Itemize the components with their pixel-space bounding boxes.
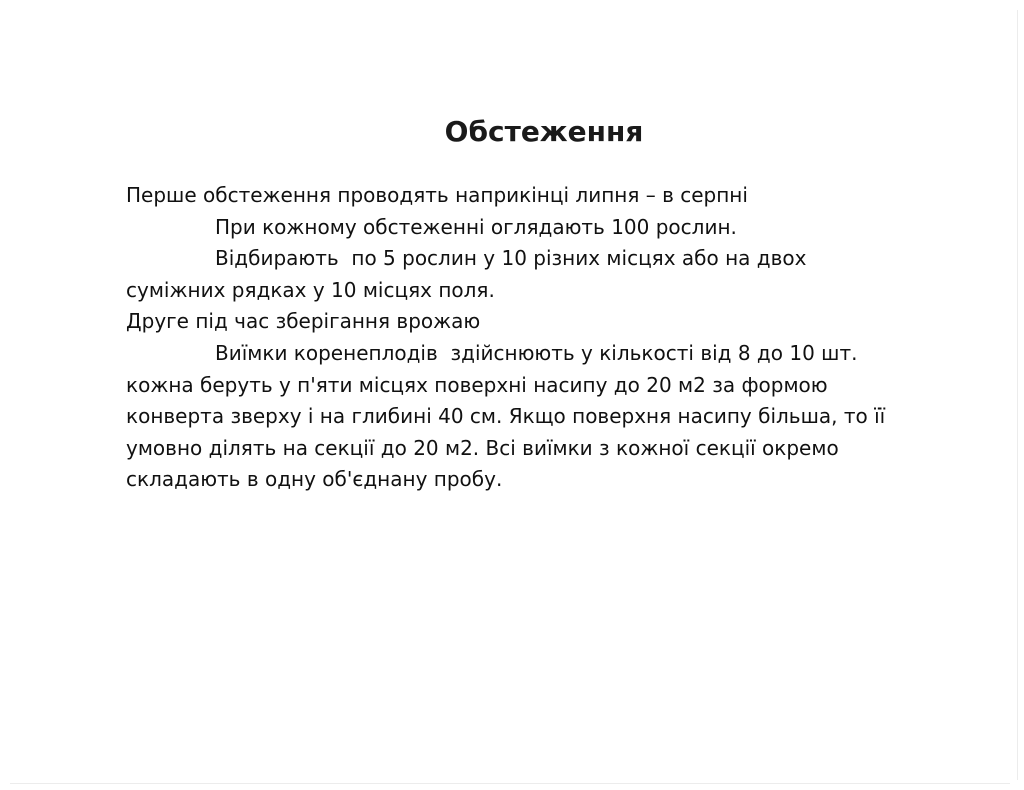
body-line: Перше обстеження проводять наприкінці липня – в серпні [126,183,748,207]
body-line: Друге під час зберігання врожаю [126,309,481,334]
slide-edge-bottom [10,783,1010,784]
slide-title: Обстеження [444,115,644,148]
body-line: суміжних рядках у 10 місцях поля. [126,277,495,302]
slide-body [126,180,926,496]
body-line: умовно ділять на секції до 20 м2. Всі виїмки з кожної секції окремо [126,435,839,460]
body-line: конверта зверху і на глибині 40 см. Якщо поверхня насипу більша, то її [126,404,886,429]
body-line: Виїмки коренеплодів здійснюють у кількості від 8 до 10 шт. [215,340,858,365]
body-line: складають в одну об'єднану пробу. [126,467,503,492]
body-line: При кожному обстеженні оглядають 100 рослин. [215,214,737,239]
body-line: кожна беруть у п'яти місцях поверхні насипу до 20 м2 за формою [126,372,828,397]
body-line: Відбирають по 5 рослин у 10 різних місцях або на двох [215,246,807,271]
